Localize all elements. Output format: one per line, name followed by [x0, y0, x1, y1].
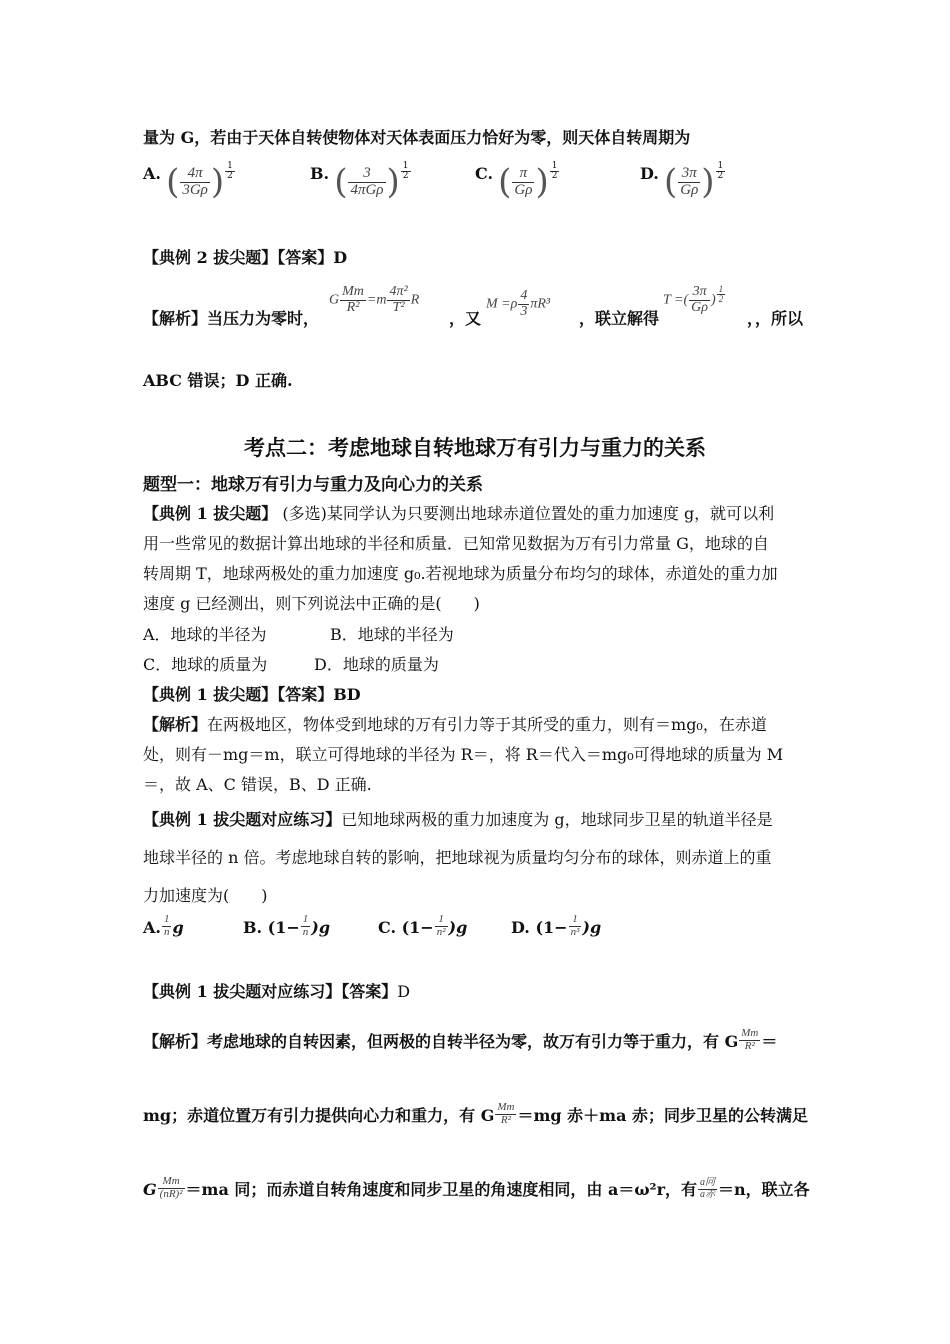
option-suffix: g	[172, 918, 184, 938]
fraction-numerator: π	[512, 166, 534, 183]
analysis-text: 考虑地球的自转因素，但两极的自转半径为零，故万有引力等于重力，有 G	[207, 1032, 739, 1052]
q1-option-d: D．地球的质量为	[314, 655, 439, 674]
answer-tag: 【典例 2 拔尖题】【答案】	[143, 248, 334, 267]
equation-gravity: G $\frac{Mm}{\text{R²}}$ =m $\frac{\text{4π²}}{\text{T²}}$ R	[329, 284, 420, 315]
option-suffix: )g	[448, 918, 468, 938]
option-label: A.	[143, 918, 161, 938]
q1-option-c: C．地球的质量为	[143, 655, 268, 674]
q1-line-1	[143, 504, 774, 524]
q1-line-2: 用一些常见的数据计算出地球的半径和质量．已知常见数据为万有引力常量 G，地球的自	[143, 534, 769, 553]
option-label: C.	[475, 163, 494, 183]
p1-analysis-line-3: G $\frac{Mm}{\text{(nR)²}}$ ＝ma 同；而赤道自转角速度和同步卫星的角速度相同，由 a＝ω²r，有 $\frac{\text{a同}}{\text{a赤}}$ ＝n，联立各	[143, 1175, 810, 1200]
q2-answer	[143, 248, 347, 268]
q2-option-c: C. ( $\frac{\pi}{G\rho}$ ) $\frac{1}{2}$	[475, 161, 558, 202]
q2-options	[143, 162, 843, 222]
question-text: 已知地球两极的重力加速度为 g，地球同步卫星的轨道半径是	[341, 810, 773, 829]
q2-analysis-text	[143, 309, 319, 329]
fraction-denominator: 3Gρ	[182, 181, 208, 198]
fraction-denominator: Gρ	[680, 181, 699, 198]
p1-line-3: 力加速度为( )	[143, 886, 268, 905]
fraction-denominator: 4πGρ	[350, 181, 384, 198]
p1-option-b: B. (1− $\frac{1}{n}$ )g	[243, 913, 331, 938]
q2-option-a: A. ( $\frac{4\pi}{3G\rho}$ ) $\frac{1}{2}$	[143, 161, 233, 202]
p1-option-a: A. $\frac{1}{n}$ g	[143, 913, 184, 938]
fraction-numerator: 3	[348, 166, 385, 183]
q1-analysis-line-3: ＝，故 A、C 错误，B、D 正确.	[143, 775, 372, 794]
fraction-numerator: 4π	[180, 166, 210, 183]
analysis-text: ＝	[761, 1032, 778, 1052]
p1-line-2: 地球半径的 n 倍。考虑地球自转的影响，把地球视为质量均匀分布的球体，则赤道上的重	[143, 848, 772, 867]
fraction-numerator: 3π	[678, 166, 700, 183]
q1-analysis-line-2: 处，则有－mg＝m，联立可得地球的半径为 R＝，将 R＝代入＝mg₀可得地球的质量为 M	[143, 745, 784, 764]
fraction-denominator: Gρ	[514, 181, 533, 198]
p1-analysis-line-1: 【解析】考虑地球的自转因素，但两极的自转半径为零，故万有引力等于重力，有 G $\frac{Mm}{\text{R²}}$ ＝	[143, 1027, 778, 1052]
exponent-numerator: 1	[402, 161, 409, 171]
option-suffix: )g	[582, 918, 602, 938]
q2-analysis-line2: ABC 错误；D 正确.	[143, 371, 293, 390]
question-text: (多选)某同学认为只要测出地球赤道位置处的重力加速度 g，就可以利	[277, 504, 775, 523]
q2-option-b: B. ( $\frac{3}{\text{4πGρ}}$ ) $\frac{1}{2}$	[310, 161, 409, 202]
analysis-text: 当压力为零时，	[207, 309, 320, 328]
exponent-numerator: 1	[717, 161, 724, 171]
q1-line-4: 速度 g 已经测出，则下列说法中正确的是( )	[143, 594, 480, 613]
q1-option-b: B．地球的半径为	[330, 625, 454, 644]
analysis-tag: 【解析】	[143, 715, 208, 734]
p1-option-d: D. (1− $\frac{1}{\text{n³}}$ )g	[511, 913, 602, 938]
p1-option-c: C. (1− $\frac{1}{\text{n²}}$ )g	[378, 913, 468, 938]
answer-value: D	[397, 982, 411, 1001]
option-label: B.	[310, 163, 330, 183]
p1-options	[143, 914, 703, 954]
q2-analysis	[143, 285, 813, 333]
type-title: 题型一：地球万有引力与重力及向心力的关系	[143, 475, 483, 495]
option-label: D.	[640, 163, 659, 183]
option-label: B. (1−	[243, 918, 300, 938]
p1-analysis-line-2: mg；赤道位置万有引力提供向心力和重力，有 G $\frac{Mm}{\text{R²}}$ ＝mg 赤＋ma 赤；同步卫星的公转满足	[143, 1101, 809, 1126]
analysis-text: ，又	[449, 309, 482, 328]
question-tag: 【典例 1 拔尖题对应练习】	[143, 810, 342, 829]
answer-tag: 【典例 1 拔尖题】【答案】	[143, 685, 334, 704]
exponent-numerator: 1	[227, 161, 233, 171]
q1-answer	[143, 685, 361, 705]
analysis-text: ＝ma 同；而赤道自转角速度和同步卫星的角速度相同，由 a＝ω²r，有	[185, 1180, 697, 1200]
equation-period: T =( $\frac{3\pi}{G\rho}$ ) $\frac{1}{2}$	[663, 284, 724, 315]
analysis-tag: 【解析】	[143, 1032, 208, 1052]
answer-value: BD	[333, 685, 361, 704]
question-tag: 【典例 1 拔尖题】	[143, 504, 278, 523]
intro-line: 量为 G，若由于天体自转使物体对天体表面压力恰好为零，则天体自转周期为	[143, 128, 691, 147]
option-label: C. (1−	[378, 918, 434, 938]
q2-option-d: D. ( $\frac{3\pi}{G\rho}$ ) $\frac{1}{2}$	[640, 161, 724, 202]
exponent-denominator: 2	[402, 171, 409, 182]
section-title: 考点二：考虑地球自转地球万有引力与重力的关系	[244, 436, 706, 460]
analysis-text: 在两极地区，物体受到地球的万有引力等于其所受的重力，则有＝mg₀，在赤道	[207, 715, 767, 734]
p1-answer	[143, 982, 410, 1002]
exponent-denominator: 2	[551, 171, 558, 182]
analysis-text: ＝n，联立各	[718, 1180, 810, 1200]
analysis-text: mg；赤道位置万有引力提供向心力和重力，有 G	[143, 1106, 495, 1126]
option-label: D. (1−	[511, 918, 568, 938]
answer-tag: 【典例 1 拔尖题对应练习】【答案】	[143, 982, 398, 1001]
analysis-text: ，联立解得	[579, 309, 660, 328]
exponent-denominator: 2	[227, 171, 233, 182]
analysis-text: ，，所以	[747, 309, 804, 328]
exponent-numerator: 1	[551, 161, 558, 171]
answer-value: D	[333, 248, 348, 267]
q1-line-3: 转周期 T，地球两极处的重力加速度 g₀.若视地球为质量分布均匀的球体，赤道处的重力加	[143, 564, 778, 583]
p1-line-1	[143, 810, 773, 830]
q1-analysis-line-1	[143, 715, 767, 735]
analysis-text: ＝mg 赤＋ma 赤；同步卫星的公转满足	[517, 1106, 809, 1126]
equation-mass: M =ρ $\frac{4}{3}$ πR³	[486, 288, 551, 319]
option-label: A.	[143, 163, 161, 183]
analysis-tag: 【解析】	[143, 309, 208, 328]
q1-option-a: A．地球的半径为	[143, 625, 267, 644]
exponent-denominator: 2	[717, 171, 724, 182]
option-suffix: )g	[311, 918, 331, 938]
